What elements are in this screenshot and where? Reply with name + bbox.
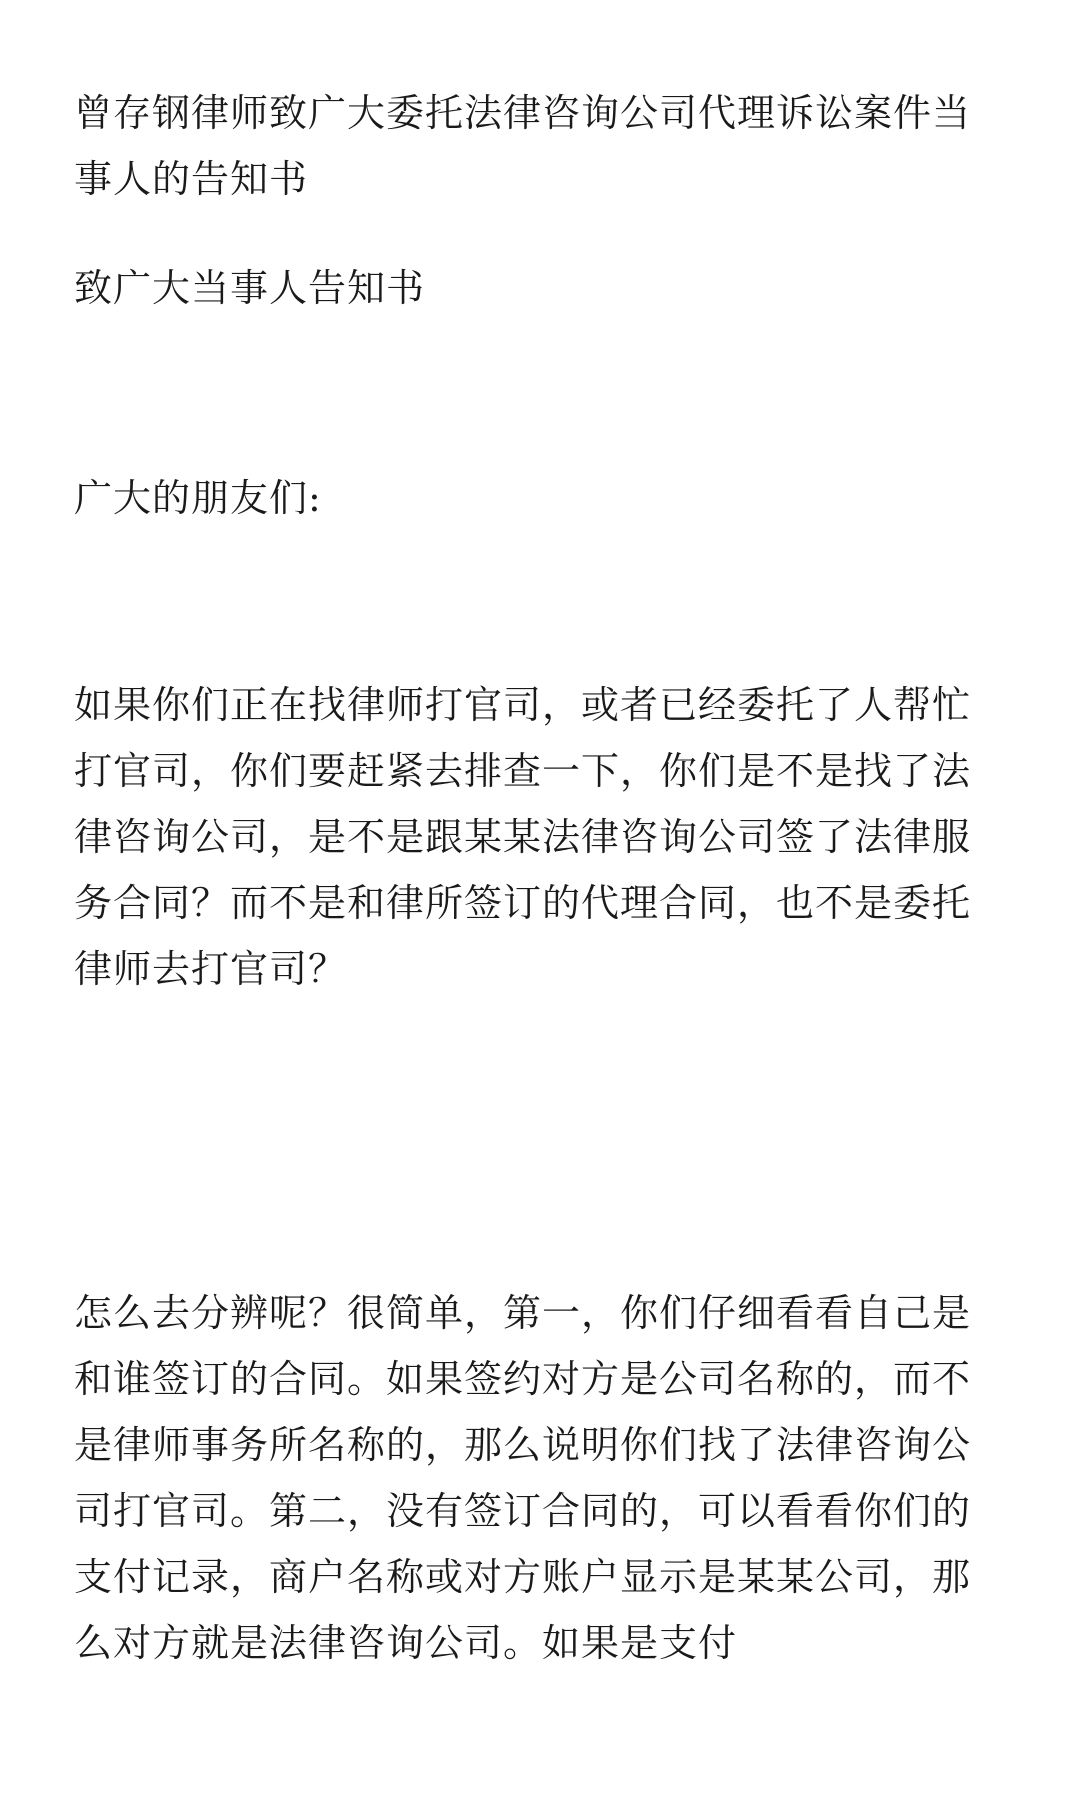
paragraph-1: 如果你们正在找律师打官司，或者已经委托了人帮忙打官司，你们要赶紧去排查一下，你们是不是找了法律咨询公司，是不是跟某某法律咨询公司签了法律服务合同？而不是和律所签订的代理合同，也不是委托律师去打官司？ [74, 683, 972, 991]
document-title: 曾存钢律师致广大委托法律咨询公司代理诉讼案件当事人的告知书 [74, 91, 972, 201]
document-subtitle: 致广大当事人告知书 [74, 266, 426, 310]
greeting-line: 广大的朋友们: [74, 476, 322, 520]
paragraph-2: 怎么去分辨呢？很简单，第一，你们仔细看看自己是和谁签订的合同。如果签约对方是公司名称的，而不是律师事务所名称的，那么说明你们找了法律咨询公司打官司。第二，没有签订合同的，可以看看你们的支付记录，商户名称或对方账户显示是某某公司，那么对方就是法律咨询公司。如果是支付 [74, 1291, 972, 1665]
